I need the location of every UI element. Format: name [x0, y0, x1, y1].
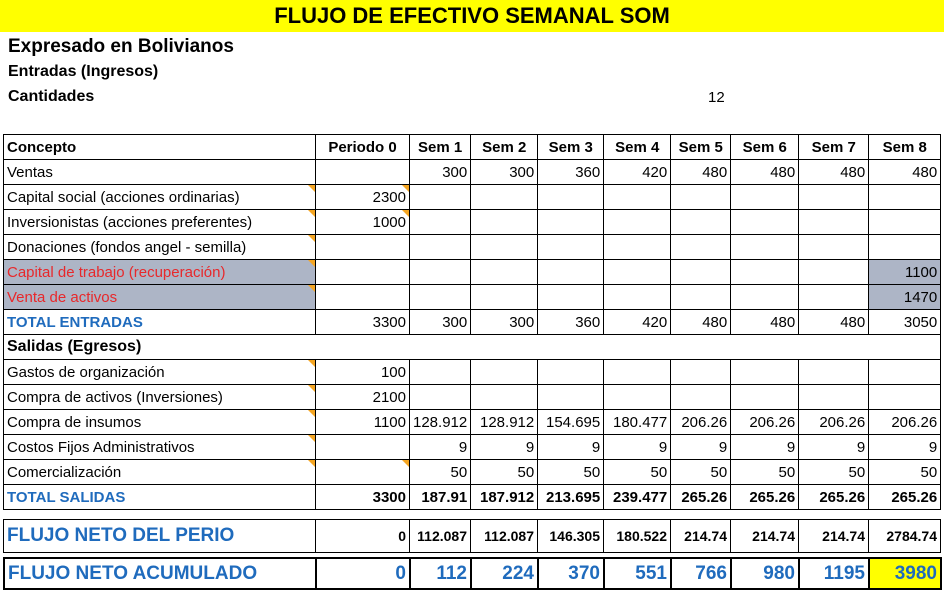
table-cell[interactable]	[410, 185, 471, 210]
currency-subtitle: Expresado en Bolivianos	[8, 36, 234, 57]
table-cell[interactable]: 128.912	[471, 410, 538, 435]
flujo-acumulado-cell[interactable]: 112	[410, 558, 471, 589]
table-cell[interactable]	[671, 210, 731, 235]
table-cell[interactable]: 480	[799, 160, 869, 185]
section-heading: Salidas (Egresos)	[4, 335, 316, 360]
table-cell[interactable]: 420	[604, 160, 671, 185]
header-sem-8[interactable]: Sem 8	[869, 135, 941, 160]
table-cell[interactable]	[671, 385, 731, 410]
table-cell[interactable]: 480	[671, 310, 731, 335]
table-cell[interactable]: 480	[869, 160, 941, 185]
table-cell[interactable]: 1100	[316, 410, 410, 435]
sheet-title: FLUJO DE EFECTIVO SEMANAL SOM	[0, 0, 944, 32]
header-sem-5[interactable]: Sem 5	[671, 135, 731, 160]
table-cell[interactable]	[316, 435, 410, 460]
flujo-acumulado-cell[interactable]: 1195	[799, 558, 869, 589]
table-cell[interactable]	[869, 360, 941, 385]
row-label[interactable]: Ventas	[4, 160, 316, 185]
table-cell[interactable]	[410, 360, 471, 385]
table-cell[interactable]: 480	[671, 160, 731, 185]
table-cell[interactable]: 9	[671, 435, 731, 460]
row-label[interactable]: Capital social (acciones ordinarias)	[4, 185, 316, 210]
flujo-acumulado-row	[4, 558, 941, 589]
table-cell[interactable]	[671, 235, 731, 260]
row-label[interactable]: Comercialización	[4, 460, 316, 485]
table-cell[interactable]	[604, 285, 671, 310]
table-cell[interactable]: 265.26	[731, 485, 799, 510]
table-cell[interactable]	[731, 285, 799, 310]
header-sem-7[interactable]: Sem 7	[799, 135, 869, 160]
header-sem-2[interactable]: Sem 2	[471, 135, 538, 160]
empty-cell	[316, 335, 410, 360]
table-cell[interactable]	[410, 385, 471, 410]
table-cell[interactable]: 9	[471, 435, 538, 460]
table-cell[interactable]	[410, 285, 471, 310]
table-row	[4, 360, 941, 385]
table-cell[interactable]	[604, 260, 671, 285]
table-cell[interactable]	[604, 360, 671, 385]
table-cell[interactable]: 213.695	[538, 485, 604, 510]
cantidades-value-cell[interactable]: 12	[708, 89, 725, 106]
total-row-label[interactable]: TOTAL ENTRADAS	[4, 310, 316, 335]
flujo-neto-cell[interactable]: 214.74	[671, 520, 731, 553]
flujo-acumulado-label[interactable]: FLUJO NETO ACUMULADO	[4, 558, 316, 589]
table-cell[interactable]: 9	[410, 435, 471, 460]
flujo-neto-label[interactable]: FLUJO NETO DEL PERIO	[4, 520, 316, 553]
empty-cell	[671, 335, 731, 360]
table-cell[interactable]	[671, 285, 731, 310]
table-cell[interactable]	[869, 385, 941, 410]
table-cell[interactable]: 206.26	[731, 410, 799, 435]
table-cell[interactable]: 9	[799, 435, 869, 460]
flujo-neto-cell[interactable]: 112.087	[410, 520, 471, 553]
table-cell[interactable]	[799, 360, 869, 385]
flujo-acumulado-final-cell[interactable]: 3980	[869, 558, 941, 589]
table-cell[interactable]	[316, 160, 410, 185]
table-cell[interactable]	[410, 260, 471, 285]
row-label[interactable]: Venta de activos	[4, 285, 316, 310]
row-label[interactable]: Compra de activos (Inversiones)	[4, 385, 316, 410]
empty-cell	[799, 335, 869, 360]
table-cell[interactable]	[538, 360, 604, 385]
table-cell[interactable]: 360	[538, 160, 604, 185]
table-cell[interactable]	[799, 385, 869, 410]
table-cell[interactable]	[731, 260, 799, 285]
table-cell[interactable]: 206.26	[799, 410, 869, 435]
empty-cell	[471, 335, 538, 360]
table-cell[interactable]: 300	[471, 160, 538, 185]
cash-flow-table	[3, 134, 941, 510]
flujo-acumulado-cell[interactable]: 766	[671, 558, 731, 589]
table-cell[interactable]	[471, 235, 538, 260]
table-cell[interactable]: 187.91	[410, 485, 471, 510]
row-label[interactable]: Donaciones (fondos angel - semilla)	[4, 235, 316, 260]
table-cell[interactable]	[799, 285, 869, 310]
table-cell[interactable]: 300	[410, 310, 471, 335]
table-cell[interactable]	[410, 210, 471, 235]
table-row	[4, 235, 941, 260]
table-cell[interactable]	[538, 235, 604, 260]
table-cell[interactable]	[799, 210, 869, 235]
table-cell[interactable]	[471, 260, 538, 285]
flujo-neto-table	[3, 519, 941, 553]
table-cell[interactable]	[604, 185, 671, 210]
table-cell[interactable]	[671, 360, 731, 385]
table-cell[interactable]	[731, 385, 799, 410]
empty-cell	[538, 335, 604, 360]
table-cell[interactable]	[731, 360, 799, 385]
table-cell[interactable]: 100	[316, 360, 410, 385]
table-cell[interactable]	[799, 235, 869, 260]
table-cell[interactable]: 1470	[869, 285, 941, 310]
table-cell[interactable]	[731, 210, 799, 235]
row-label[interactable]: Costos Fijos Administrativos	[4, 435, 316, 460]
table-cell[interactable]: 50	[731, 460, 799, 485]
flujo-neto-cell[interactable]: 2784.74	[869, 520, 941, 553]
table-row	[4, 335, 941, 360]
header-sem-3[interactable]: Sem 3	[538, 135, 604, 160]
table-cell[interactable]: 50	[869, 460, 941, 485]
flujo-neto-cell[interactable]: 146.305	[538, 520, 604, 553]
total-row-label[interactable]: TOTAL SALIDAS	[4, 485, 316, 510]
table-cell[interactable]: 50	[799, 460, 869, 485]
table-cell[interactable]: 9	[731, 435, 799, 460]
header-sem-6[interactable]: Sem 6	[731, 135, 799, 160]
table-row	[4, 485, 941, 510]
table-cell[interactable]	[604, 385, 671, 410]
table-cell[interactable]: 9	[604, 435, 671, 460]
table-cell[interactable]	[799, 260, 869, 285]
table-cell[interactable]: 300	[471, 310, 538, 335]
table-cell[interactable]	[471, 385, 538, 410]
table-cell[interactable]: 50	[471, 460, 538, 485]
table-cell[interactable]: 9	[869, 435, 941, 460]
table-cell[interactable]: 265.26	[869, 485, 941, 510]
table-row	[4, 285, 941, 310]
table-row	[4, 310, 941, 335]
table-cell[interactable]	[316, 260, 410, 285]
cantidades-label: Cantidades	[8, 88, 95, 105]
table-cell[interactable]	[731, 185, 799, 210]
table-cell[interactable]: 2100	[316, 385, 410, 410]
table-row	[4, 410, 941, 435]
flujo-neto-cell[interactable]: 0	[316, 520, 410, 553]
flujo-neto-cell[interactable]: 214.74	[731, 520, 799, 553]
header-concepto[interactable]: Concepto	[4, 135, 316, 160]
table-cell[interactable]: 480	[799, 310, 869, 335]
table-cell[interactable]: 300	[410, 160, 471, 185]
table-cell[interactable]: 180.477	[604, 410, 671, 435]
flujo-acumulado-table	[3, 557, 942, 590]
table-cell[interactable]: 50	[604, 460, 671, 485]
table-cell[interactable]	[671, 185, 731, 210]
table-cell[interactable]: 3300	[316, 485, 410, 510]
table-row	[4, 460, 941, 485]
table-cell[interactable]	[471, 285, 538, 310]
row-label[interactable]: Compra de insumos	[4, 410, 316, 435]
table-row	[4, 435, 941, 460]
table-row	[4, 210, 941, 235]
table-cell[interactable]	[538, 210, 604, 235]
table-cell[interactable]	[538, 260, 604, 285]
table-cell[interactable]	[731, 235, 799, 260]
table-cell[interactable]	[604, 210, 671, 235]
table-cell[interactable]	[316, 235, 410, 260]
flujo-acumulado-cell[interactable]: 980	[731, 558, 799, 589]
table-cell[interactable]: 206.26	[671, 410, 731, 435]
table-cell[interactable]	[316, 460, 410, 485]
table-cell[interactable]	[471, 360, 538, 385]
table-cell[interactable]: 2300	[316, 185, 410, 210]
flujo-acumulado-cell[interactable]: 370	[538, 558, 604, 589]
table-cell[interactable]: 360	[538, 310, 604, 335]
table-cell[interactable]	[410, 235, 471, 260]
header-sem-4[interactable]: Sem 4	[604, 135, 671, 160]
table-cell[interactable]: 154.695	[538, 410, 604, 435]
table-row	[4, 160, 941, 185]
table-cell[interactable]: 420	[604, 310, 671, 335]
table-cell[interactable]: 265.26	[671, 485, 731, 510]
table-cell[interactable]: 265.26	[799, 485, 869, 510]
row-label[interactable]: Capital de trabajo (recuperación)	[4, 260, 316, 285]
table-cell[interactable]: 50	[410, 460, 471, 485]
table-cell[interactable]	[869, 235, 941, 260]
table-row	[4, 385, 941, 410]
table-cell[interactable]: 1000	[316, 210, 410, 235]
table-cell[interactable]	[471, 210, 538, 235]
table-cell[interactable]: 1100	[869, 260, 941, 285]
table-cell[interactable]	[316, 285, 410, 310]
table-cell[interactable]	[671, 260, 731, 285]
empty-cell	[869, 335, 941, 360]
table-cell[interactable]	[604, 235, 671, 260]
header-periodo-0[interactable]: Periodo 0	[316, 135, 410, 160]
table-cell[interactable]	[538, 185, 604, 210]
table-cell[interactable]: 3300	[316, 310, 410, 335]
table-cell[interactable]: 239.477	[604, 485, 671, 510]
row-label[interactable]: Gastos de organización	[4, 360, 316, 385]
entradas-heading: Entradas (Ingresos)	[8, 63, 159, 80]
table-cell[interactable]: 50	[538, 460, 604, 485]
table-cell[interactable]	[869, 210, 941, 235]
table-cell[interactable]: 9	[538, 435, 604, 460]
empty-cell	[410, 335, 471, 360]
table-cell[interactable]: 128.912	[410, 410, 471, 435]
flujo-neto-cell[interactable]: 214.74	[799, 520, 869, 553]
flujo-acumulado-cell[interactable]: 224	[471, 558, 538, 589]
flujo-neto-cell[interactable]: 112.087	[471, 520, 538, 553]
header-row	[4, 135, 941, 160]
table-cell[interactable]: 480	[731, 160, 799, 185]
table-cell[interactable]	[799, 185, 869, 210]
table-cell[interactable]: 187.912	[471, 485, 538, 510]
header-sem-1[interactable]: Sem 1	[410, 135, 471, 160]
table-cell[interactable]	[538, 385, 604, 410]
table-cell[interactable]	[869, 185, 941, 210]
table-cell[interactable]: 3050	[869, 310, 941, 335]
table-row	[4, 185, 941, 210]
table-cell[interactable]	[538, 285, 604, 310]
flujo-neto-row	[4, 520, 941, 553]
row-label[interactable]: Inversionistas (acciones preferentes)	[4, 210, 316, 235]
table-cell[interactable]: 50	[671, 460, 731, 485]
table-cell[interactable]: 206.26	[869, 410, 941, 435]
flujo-neto-cell[interactable]: 180.522	[604, 520, 671, 553]
empty-cell	[604, 335, 671, 360]
table-row	[4, 260, 941, 285]
empty-cell	[731, 335, 799, 360]
flujo-acumulado-cell[interactable]: 0	[316, 558, 410, 589]
table-cell[interactable]	[471, 185, 538, 210]
table-cell[interactable]: 480	[731, 310, 799, 335]
flujo-acumulado-cell[interactable]: 551	[604, 558, 671, 589]
